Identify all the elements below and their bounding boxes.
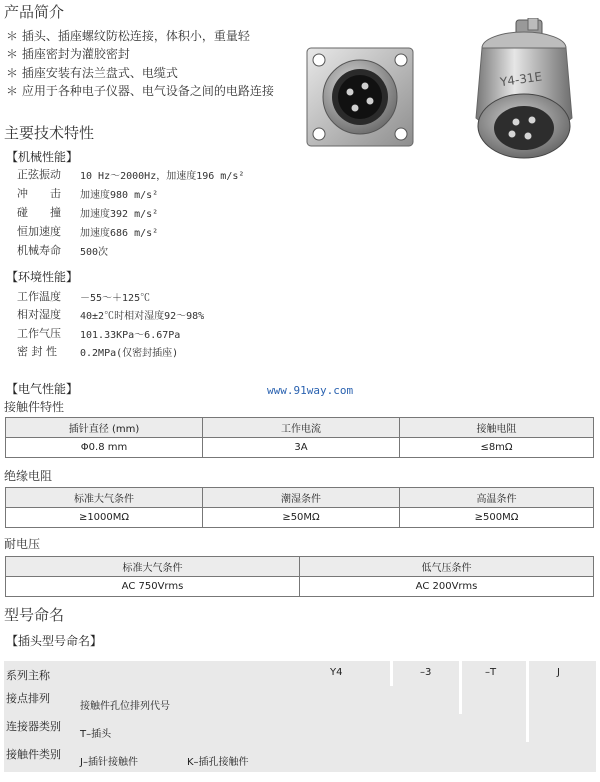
tech-title: 主要技术特性 [4, 124, 95, 142]
model-row-desc: K–插孔接触件 [187, 757, 249, 768]
environment-heading: 【环境性能】 [6, 270, 79, 284]
env-label: 相对湿度 [17, 308, 61, 321]
contact-title: 接触件特性 [4, 400, 65, 414]
mech-value: 10 Hz～2000Hz，加速度196 m/s² [80, 171, 245, 182]
insulation-header: 高温条件 [400, 488, 594, 508]
contact-header: 工作电流 [203, 418, 400, 438]
model-code: –T [485, 667, 497, 678]
model-row-bg [4, 686, 459, 714]
model-title: 型号命名 [4, 606, 65, 624]
voltage-header: 标准大气条件 [6, 557, 300, 577]
insulation-header: 标准大气条件 [6, 488, 203, 508]
mech-label: 恒加速度 [17, 225, 61, 238]
plug-image [466, 18, 584, 160]
model-code: J [557, 667, 560, 678]
env-value: －55～＋125℃ [80, 293, 151, 304]
mech-value: 加速度686 m/s² [80, 228, 159, 239]
insulation-value: ≥50MΩ [203, 508, 400, 528]
mech-label: 碰 撞 [17, 206, 61, 219]
model-code: Y4 [330, 667, 343, 678]
insulation-table [5, 487, 594, 528]
series-label: 系列主称 [6, 669, 50, 682]
model-code-bg [529, 661, 596, 742]
env-value: 0.2MPa(仅密封插座) [80, 348, 179, 359]
voltage-value: AC 750Vrms [6, 577, 300, 597]
mech-value: 加速度392 m/s² [80, 209, 159, 220]
insulation-value: ≥1000MΩ [6, 508, 203, 528]
flange-socket-image [303, 42, 418, 150]
mech-value: 加速度980 m/s² [80, 190, 159, 201]
model-row-desc: J–插针接触件 [80, 757, 138, 768]
intro-bullet: ＊ 应用于各种电子仪器、电气设备之间的电路连接 [6, 84, 274, 98]
voltage-table [5, 556, 594, 597]
env-value: 40±2℃时相对湿度92～98% [80, 311, 205, 322]
model-code: –3 [420, 667, 432, 678]
intro-title: 产品简介 [4, 3, 65, 21]
model-row-label: 接触件类别 [6, 748, 61, 761]
insulation-header: 潮湿条件 [203, 488, 400, 508]
mech-label: 正弦振动 [17, 168, 61, 181]
contact-value: Φ0.8 mm [6, 438, 203, 458]
voltage-title: 耐电压 [4, 537, 41, 551]
electrical-heading: 【电气性能】 [6, 382, 79, 396]
voltage-header: 低气压条件 [300, 557, 594, 577]
voltage-value: AC 200Vrms [300, 577, 594, 597]
contact-value: 3A [203, 438, 400, 458]
mechanical-heading: 【机械性能】 [6, 150, 79, 164]
contact-header: 接触电阻 [400, 418, 594, 438]
env-label: 工作气压 [17, 327, 61, 340]
contact-table [5, 417, 594, 458]
model-row-desc: 接触件孔位排列代号 [80, 701, 170, 712]
model-row-label: 连接器类别 [6, 720, 61, 733]
env-label: 密 封 性 [17, 345, 57, 358]
intro-bullet: ＊ 插座安装有法兰盘式、电缆式 [6, 66, 178, 80]
insulation-value: ≥500MΩ [400, 508, 594, 528]
model-row-desc: T–插头 [80, 729, 112, 740]
env-label: 工作温度 [17, 290, 61, 303]
watermark: www.91way.com [267, 384, 354, 397]
intro-bullet: ＊ 插头、插座螺纹防松连接，体积小，重量轻 [6, 29, 250, 43]
mech-label: 冲 击 [17, 187, 61, 200]
mech-label: 机械寿命 [17, 244, 61, 257]
intro-bullet: ＊ 插座密封为灌胶密封 [6, 47, 130, 61]
socket-marking: Y4-31E [499, 69, 543, 90]
contact-value: ≤8mΩ [400, 438, 594, 458]
env-value: 101.33KPa～6.67Pa [80, 330, 181, 341]
model-row-label: 接点排列 [6, 692, 50, 705]
plug-model-heading: 【插头型号命名】 [6, 634, 103, 648]
insulation-title: 绝缘电阻 [4, 469, 53, 483]
contact-header: 插针直径 (mm) [6, 418, 203, 438]
mech-value: 500次 [80, 247, 109, 258]
